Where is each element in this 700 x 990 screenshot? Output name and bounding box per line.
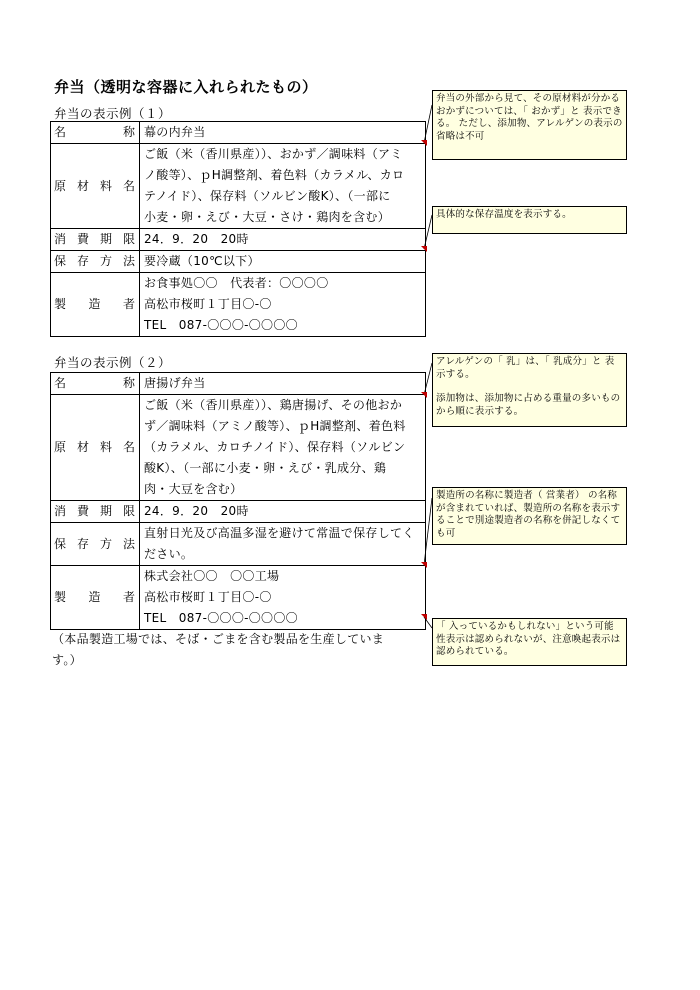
value-storage: 直射日光及び高温多湿を避けて常温で保存してく ださい。 — [140, 523, 426, 566]
example1-subtitle: 弁当の表示例（１） — [54, 106, 172, 121]
header-name: 名称 — [51, 122, 140, 144]
callout-okazu: 弁当の外部から見て、その原材料が分かるおかずについては、「 おかず」と 表示できる。 ただし、添加物、アレルゲンの表示の省略は不可 — [432, 90, 627, 160]
example1-label-table — [50, 121, 426, 337]
value-storage: 要冷蔵（10℃以下） — [140, 251, 426, 273]
header-storage: 保存方法 — [51, 251, 140, 273]
header-storage: 保存方法 — [51, 523, 140, 566]
header-name: 名称 — [51, 373, 140, 395]
example2-label-table — [50, 372, 426, 630]
header-manufacturer: 製造者 — [51, 273, 140, 337]
table-row — [51, 273, 426, 337]
header-manufacturer: 製造者 — [51, 566, 140, 630]
value-name: 幕の内弁当 — [140, 122, 426, 144]
value-expiry: 24．9．20 20時 — [140, 229, 426, 251]
table-row — [51, 229, 426, 251]
page-title: 弁当（透明な容器に入れられたもの） — [54, 78, 318, 96]
value-name: 唐揚げ弁当 — [140, 373, 426, 395]
callout-manufacturer: 製造所の名称に製造者（ 営業者） の名称が含まれていれば、製造所の名称を表示することで別途製造者の名称を併記しなくても可 — [432, 487, 627, 545]
callout-storage-temp: 具体的な保存温度を表示する。 — [432, 206, 627, 234]
table-row — [51, 144, 426, 229]
value-expiry: 24．9．20 20時 — [140, 501, 426, 523]
table-row — [51, 566, 426, 630]
value-manufacturer: 株式会社〇〇 〇〇工場 高松市桜町１丁目〇-〇 TEL 087-〇〇〇-〇〇〇〇 — [140, 566, 426, 630]
value-manufacturer: お食事処〇〇 代表者：〇〇〇〇 高松市桜町１丁目〇-〇 TEL 087-〇〇〇-〇〇〇〇 — [140, 273, 426, 337]
table-row — [51, 373, 426, 395]
header-expiry: 消費期限 — [51, 501, 140, 523]
table-row — [51, 251, 426, 273]
example2-subtitle: 弁当の表示例（２） — [54, 355, 172, 370]
table-row — [51, 122, 426, 144]
allergen-note: （本品製造工場では、そば・ごまを含む製品を生産していま す。） — [52, 632, 385, 667]
value-ingredients: ご飯（米（香川県産））、鶏唐揚げ、その他おか ず／調味料（アミノ酸等）、ｐH調整剤、着色料 （カラメル、カロチノイド）、保存料（ソルビン 酸K）、（一部に小麦・卵・えび・乳成分、鶏 肉・大豆を含む） — [140, 395, 426, 501]
callout-possibility: 「 入っているかもしれない」という可能性表示は認められないが、注意喚起表示は認められている。 — [432, 618, 627, 666]
header-expiry: 消費期限 — [51, 229, 140, 251]
callout-allergen-additive: アレルゲンの「 乳」は、「 乳成分」と 表示する。 添加物は、添加物に占める重量の多いものから順に表示する。 — [432, 353, 627, 427]
table-row — [51, 501, 426, 523]
header-ingredients: 原材料名 — [51, 144, 140, 229]
table-row — [51, 395, 426, 501]
header-ingredients: 原材料名 — [51, 395, 140, 501]
table-row — [51, 523, 426, 566]
value-ingredients: ご飯（米（香川県産））、おかず／調味料（アミ ノ酸等）、ｐH調整剤、着色料（カラメル、カロ テノイド）、保存料（ソルビン酸K）、（一部に 小麦・卵・えび・大豆・さけ・鶏肉を含む） — [140, 144, 426, 229]
